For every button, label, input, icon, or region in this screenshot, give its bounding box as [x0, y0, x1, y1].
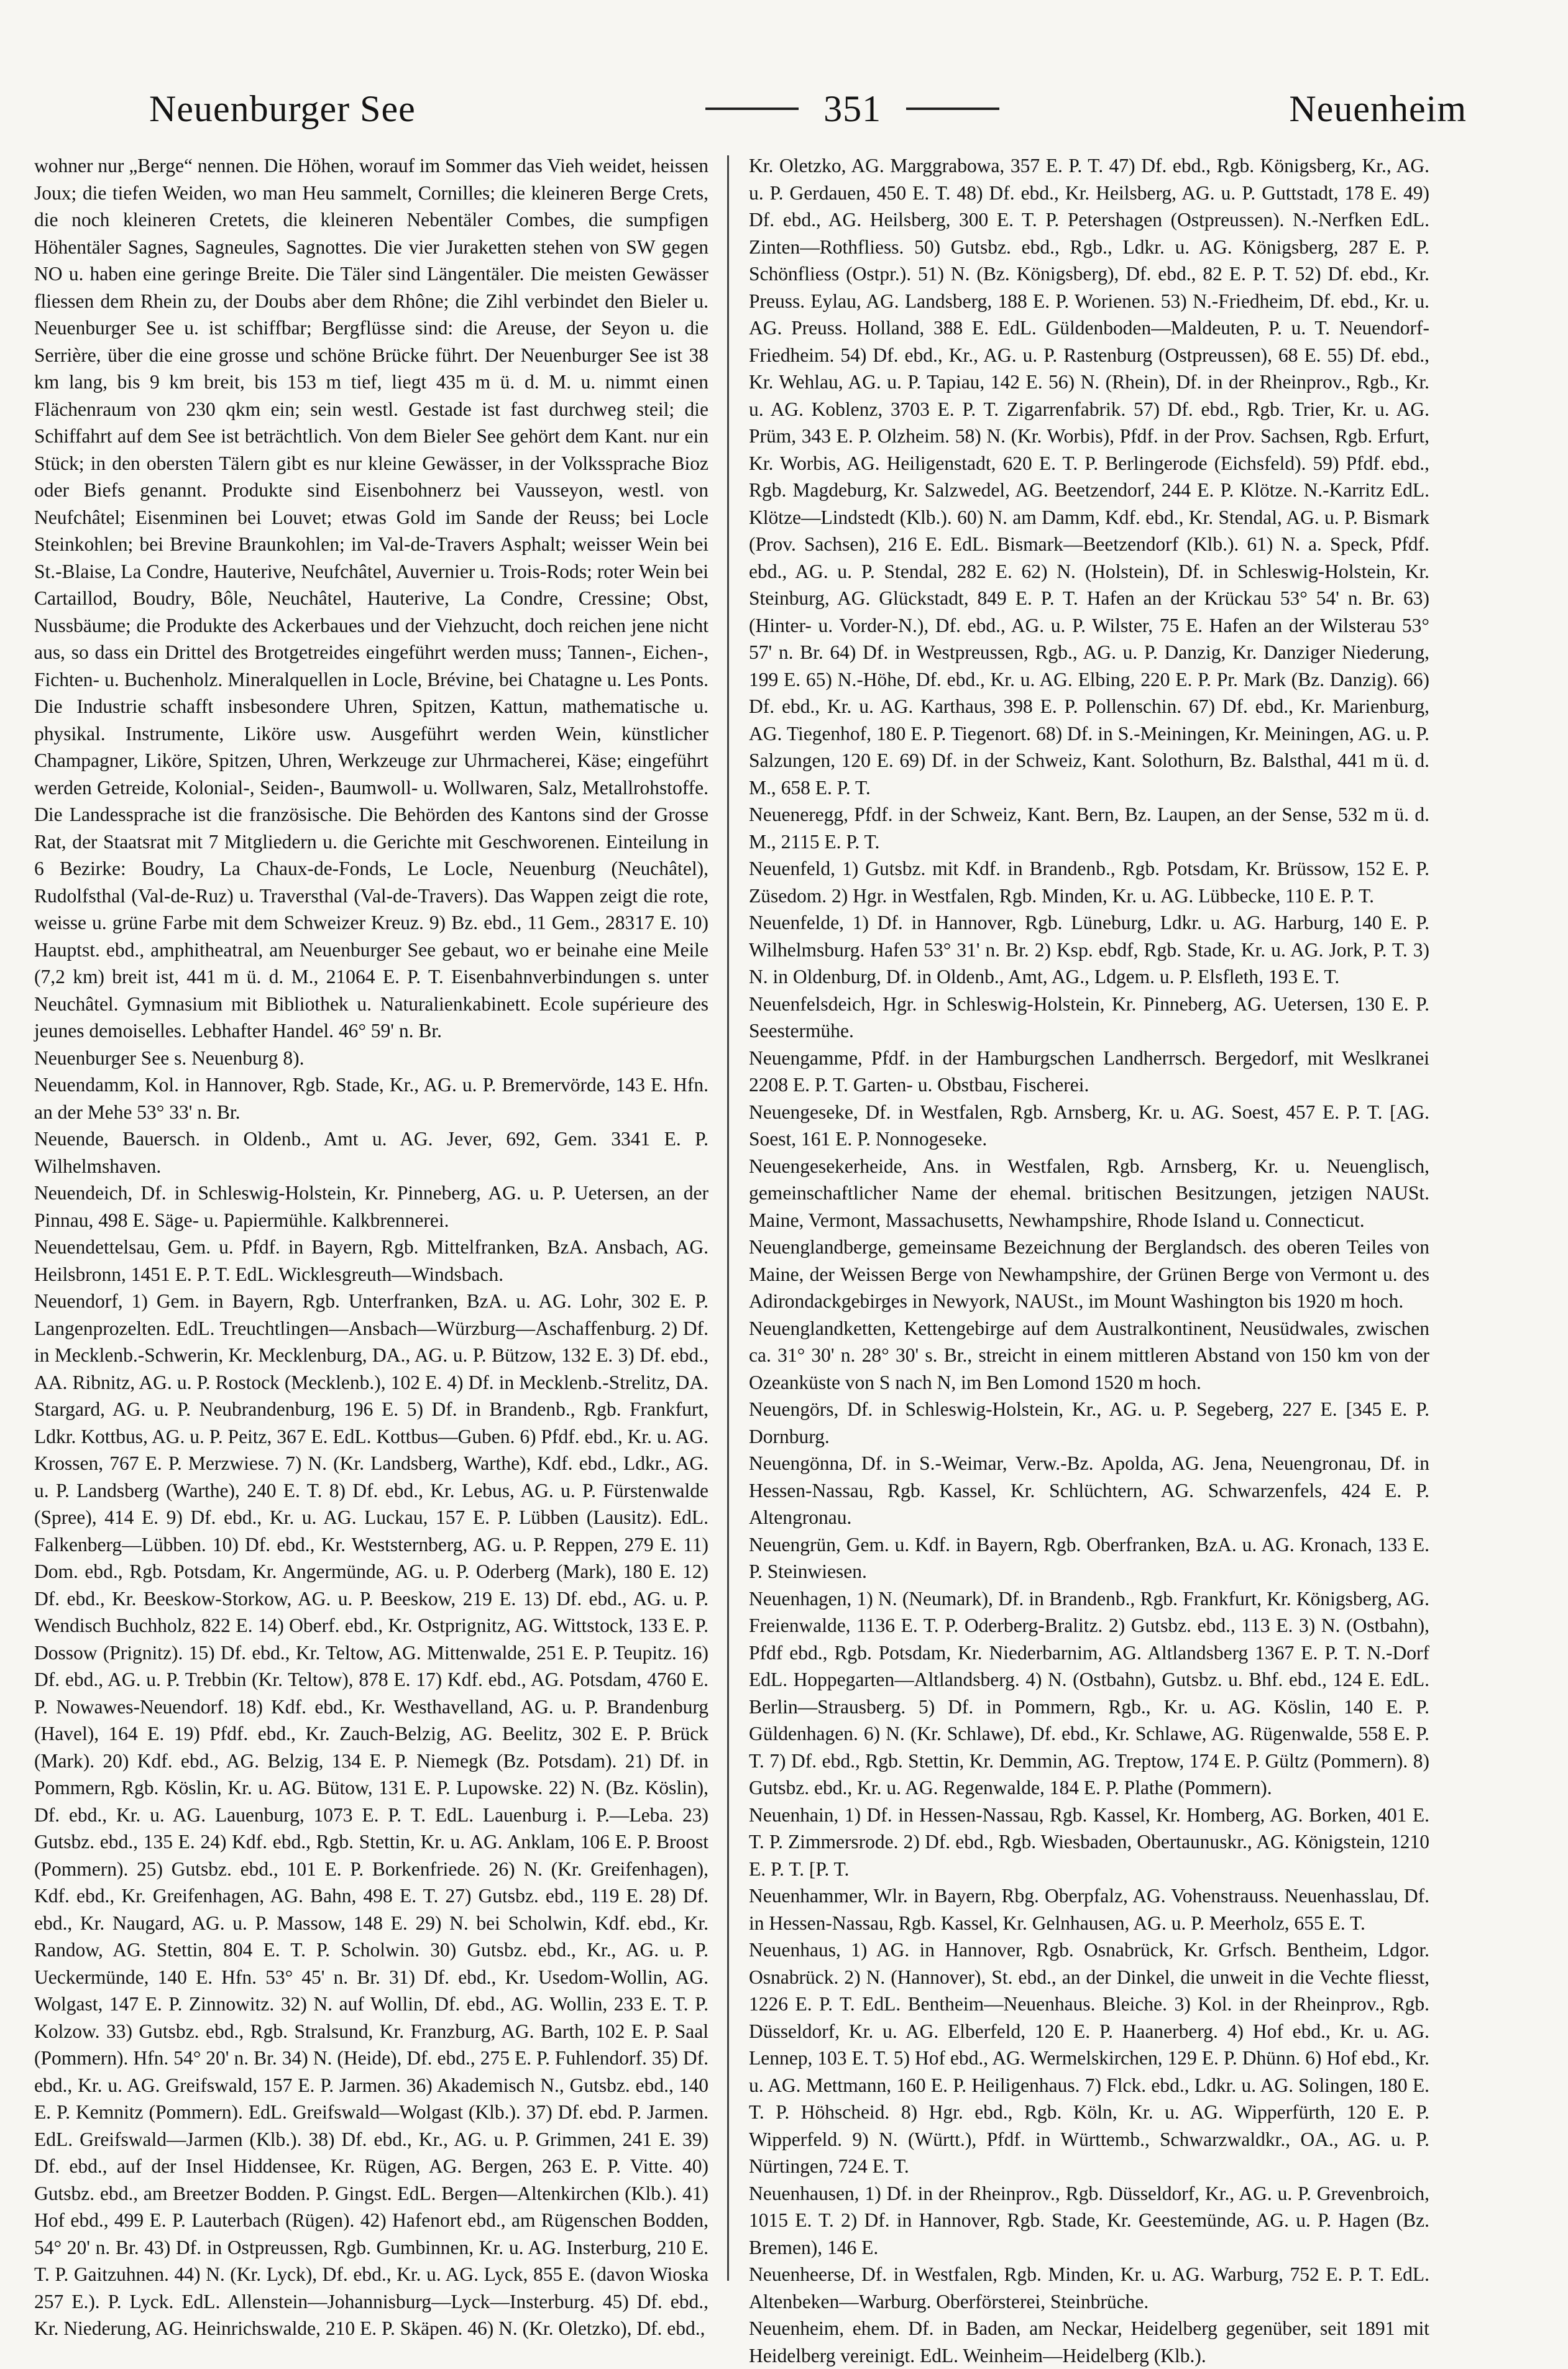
left-column [34, 152, 708, 2339]
entry: Neuengamme, Pfdf. in der Hamburgschen Landherrsch. Bergedorf, mit Weslkranei 2208 E. P. T. Garten- u. Obstbau, Fischerei. [749, 1047, 1429, 1096]
entry: Neuenhammer, Wlr. in Bayern, Rbg. Oberpfalz, AG. Vohenstrauss. Neuenhasslau, Df. in Hessen-Nassau, Rgb. Kassel, Kr. Gelnhausen, AG. u. P. Meerholz, 655 E. T. [749, 1885, 1429, 1934]
entry: Kr. Oletzko, AG. Marggrabowa, 357 E. P. T. 47) Df. ebd., Rgb. Königsberg, Kr., AG. u. P. Gerdauen, 450 E. T. 48) Df. ebd., Kr. Heilsberg, AG. u. P. Guttstadt, 178 E. 49) Df. ebd., AG. Heilsberg, 300 E. T. P. Petershagen (Ostpreussen). N.-Nerfken EdL. Zinten—Rothfliess. 50) Gutsbz. ebd., Rgb., Ldkr. u. AG. Königsberg, 287 E. P. Schönfliess (Ostpr.). 51) N. (Bz. Königsberg), Df. ebd., 82 E. P. T. 52) Df. ebd., Kr. Preuss. Eylau, AG. Landsberg, 188 E. P. Worienen. 53) N.-Friedheim, Df. ebd., Kr. u. AG. Preuss. Holland, 388 E. EdL. Güldenboden—Maldeuten, P. u. T. Neuendorf-Friedheim. 54) Df. ebd., Kr., AG. u. P. Rastenburg (Ostpreussen), 68 E. 55) Df. ebd., Kr. Wehlau, AG. u. P. Tapiau, 142 E. 56) N. (Rhein), Df. in der Rheinprov., Rgb., Kr. u. AG. Koblenz, 3703 E. P. T. Zigarrenfabrik. 57) Df. ebd., Rgb. Trier, Kr. u. AG. Prüm, 343 E. P. Olzheim. 58) N. (Kr. Worbis), Pfdf. in der Prov. Sachsen, Rgb. Erfurt, Kr. Worbis, AG. Heiligenstadt, 620 E. T. P. Berlingerode (Eichsfeld). 59) Pfdf. ebd., Rgb. Magdeburg, Kr. Salzwedel, AG. Beetzendorf, 244 E. P. Klötze. N.-Karritz EdL. Klötze—Lindstedt (Klb.). 60) N. am Damm, Kdf. ebd., Kr. Stendal, AG. u. P. Bismark (Prov. Sachsen), 216 E. EdL. Bismark—Beetzendorf (Klb.). 61) N. a. Speck, Pfdf. ebd., AG. u. P. Stendal, 282 E. 62) N. (Holstein), Df. in Schleswig-Holstein, Kr. Steinburg, AG. Glückstadt, 849 E. P. T. Hafen an der Krückau 53° 54' n. Br. 63) (Hinter- u. Vorder-N.), Df. ebd., AG. u. P. Wilster, 75 E. Hafen an der Wilsterau 53° 57' n. Br. 64) Df. in Westpreussen, Rgb., AG. u. P. Danzig, Kr. Danziger Niederung, 199 E. 65) N.-Höhe, Df. ebd., Kr. u. AG. Elbing, 220 E. P. Pr. Mark (Bz. Danzig). 66) Df. ebd., Kr. u. AG. Karthaus, 398 E. P. Pollenschin. 67) Df. ebd., Kr. Marienburg, AG. Tiegenhof, 180 E. P. Tiegenort. 68) Df. in S.-Meiningen, Kr. Meiningen, AG. u. P. Salzungen, 120 E. 69) Df. in der Schweiz, Kant. Solothurn, Bz. Balsthal, 441 m ü. d. M., 658 E. P. T. [749, 155, 1429, 799]
header-left-title: Neuenburger See [149, 88, 416, 129]
entry: Neuenglandberge, gemeinsame Bezeichnung der Berglandsch. des oberen Teiles von Maine, der Weissen Berge von Newhampshire, der Grünen Berge von Vermont u. des Adirondackgebirges in Newyork, NAUSt., im Mount Washington bis 1920 m hoch. [749, 1236, 1429, 1312]
entry: wohner nur „Berge“ nennen. Die Höhen, worauf im Sommer das Vieh weidet, heissen Joux; die tiefen Weiden, wo man Heu sammelt, Cornilles; die kleineren Berge Crets, die noch kleineren Cretets, die kleineren Nebentäler Combes, die sumpfigen Höhentäler Sagnes, Sagneules, Sagnottes. Die vier Juraketten stehen von SW gegen NO u. haben eine geringe Breite. Die Täler sind Längentäler. Die meisten Gewässer fliessen dem Rhein zu, der Doubs aber dem Rhône; die Zihl verbindet den Bieler u. Neuenburger See u. ist schiffbar; Bergflüsse sind: die Areuse, der Seyon u. die Serrière, über die eine grosse und schöne Brücke führt. Der Neuenburger See ist 38 km lang, bis 9 km breit, bis 153 m tief, liegt 435 m ü. d. M. u. nimmt einen Flächenraum von 230 qkm ein; sein westl. Gestade ist fast durchweg steil; die Schiffahrt auf dem See ist beträchtlich. Von dem Bieler See gehört dem Kant. nur ein Stück; in den obersten Tälern gibt es nur kleine Gewässer, in der Volkssprache Bioz oder Biefs genannt. Produkte sind Eisenbohnerz bei Vausseyon, westl. von Neufchâtel; Eisenminen bei Louvet; etwas Gold im Sande der Reuss; bei Locle Steinkohlen; bei Brevine Braunkohlen; im Val-de-Travers Asphalt; weisser Wein bei St.-Blaise, La Condre, Hauterive, Neufchâtel, Auvernier u. Trois-Rods; roter Wein bei Cartaillod, Boudry, Bôle, Neuchâtel, Hauterive, La Condre, Cressine; Obst, Nussbäume; die Produkte des Ackerbaues und der Viehzucht, doch reichen jene nicht aus, so dass ein Drittel des Brotgetreides eingeführt werden muss; Tannen-, Eichen-, Fichten- u. Buchenholz. Mineralquellen in Locle, Brévine, bei Chatagne u. Les Ponts. Die Industrie schafft insbesondere Uhren, Spitzen, Kattun, mathematische u. physikal. Instrumente, Liköre usw. Ausgeführt werden Wein, künstlicher Champagner, Liköre, Spitzen, Uhren, Werkzeuge zur Uhrmacherei, Käse; eingeführt werden Getreide, Kolonial-, Seiden-, Baumwoll- u. Wollwaren, Salz, Metallrohstoffe. Die Landessprache ist die französische. Die Behörden des Kantons sind der Grosse Rat, der Staatsrat mit 7 Mitgliedern u. die Gerichte mit Geschworenen. Einteilung in 6 Bezirke: Boudry, La Chaux-de-Fonds, Le Locle, Neuenburg (Neuchâtel), Rudolfsthal (Val-de-Ruz) u. Traversthal (Val-de-Travers). Das Wappen zeigt die rote, weisse u. grüne Farbe mit dem Schweizer Kreuz. 9) Bz. ebd., 11 Gem., 28317 E. 10) Hauptst. ebd., amphitheatral, am Neuenburger See gebaut, wo er beinahe eine Meile (7,2 km) breit ist, 441 m ü. d. M., 21064 E. P. T. Eisenbahnverbindungen s. unter Neuchâtel. Gymnasium mit Bibliothek u. Naturalienkabinett. Ecole supérieure des jeunes demoiselles. Lebhafter Handel. 46° 59' n. Br. [34, 155, 708, 1042]
header-page-number-group [705, 88, 999, 131]
entry: Neuenburger See s. Neuenburg 8). [34, 1047, 305, 1069]
entry: Neuenhagen, 1) N. (Neumark), Df. in Brandenb., Rgb. Frankfurt, Kr. Königsberg, AG. Freienwalde, 1136 E. T. P. Oderberg-Bralitz. 2) Gutsbz. ebd., 113 E. 3) N. (Ostbahn), Pfdf ebd., Rgb. Potsdam, Kr. Niederbarnim, AG. Altlandsberg 1367 E. P. T. N.-Dorf EdL. Hoppegarten—Altlandsberg. 4) N. (Ostbahn), Gutsbz. u. Bhf. ebd., 124 E. EdL. Berlin—Strausberg. 5) Df. in Pommern, Rgb., Kr. u. AG. Köslin, 140 E. P. Güldenhagen. 6) N. (Kr. Schlawe), Df. ebd., Kr. Schlawe, AG. Rügenwalde, 558 E. P. T. 7) Df. ebd., Rgb. Stettin, Kr. Demmin, AG. Treptow, 174 E. P. Gültz (Pommern). 8) Gutsbz. ebd., Kr. u. AG. Regenwalde, 184 E. P. Plathe (Pommern). [749, 1587, 1429, 1799]
entry: Neuengönna, Df. in S.-Weimar, Verw.-Bz. Apolda, AG. Jena, Neuengronau, Df. in Hessen-Nassau, Rgb. Kassel, Kr. Schlüchtern, AG. Schwarzenfels, 424 E. P. Altengronau. [749, 1452, 1429, 1528]
entry: Neuenhaus, 1) AG. in Hannover, Rgb. Osnabrück, Kr. Grfsch. Bentheim, Ldgor. Osnabrück. 2) N. (Hannover), St. ebd., an der Dinkel, die unweit in die Vechte fliesst, 1226 E. P. T. EdL. Bentheim—Neuenhaus. Bleiche. 3) Kol. in der Rheinprov., Rgb. Düsseldorf, Kr. u. AG. Elberfeld, 120 E. P. Haanerberg. 4) Hof ebd., Kr. u. AG. Lennep, 103 E. T. 5) Hof ebd., AG. Wermelskirchen, 129 E. P. Dhünn. 6) Hof ebd., Kr. u. AG. Mettmann, 160 E. P. Heiligenhaus. 7) Flck. ebd., Ldkr. u. AG. Solingen, 180 E. T. P. Höhscheid. 8) Hgr. ebd., Rgb. Köln, Kr. u. AG. Wipperfürth, 120 E. P. Wipperfeld. 9) N. (Württ.), Pfdf. in Württemb., Schwarzwaldkr., OA., AG. u. P. Nürtingen, 724 E. T. [749, 1939, 1429, 2177]
entry: Neuenfelsdeich, Hgr. in Schleswig-Holstein, Kr. Pinneberg, AG. Uetersen, 130 E. P. Seestermühe. [749, 992, 1429, 1042]
header-rule-right [906, 108, 999, 110]
entry: Neuendamm, Kol. in Hannover, Rgb. Stade, Kr., AG. u. P. Bremervörde, 143 E. Hfn. an der Mehe 53° 33' n. Br. [34, 1074, 708, 1123]
column-divider [727, 155, 729, 2281]
entry: Neueneregg, Pfdf. in der Schweiz, Kant. Bern, Bz. Laupen, an der Sense, 532 m ü. d. M., 2115 E. P. T. [749, 804, 1429, 853]
entry: Neuendeich, Df. in Schleswig-Holstein, Kr. Pinneberg, AG. u. P. Uetersen, an der Pinnau, 498 E. Säge- u. Papiermühle. Kalkbrennerei. [34, 1182, 708, 1231]
entry: Neuengörs, Df. in Schleswig-Holstein, Kr., AG. u. P. Segeberg, 227 E. [345 E. P. Dornburg. [749, 1398, 1429, 1447]
entry: Neuenfeld, 1) Gutsbz. mit Kdf. in Brandenb., Rgb. Potsdam, Kr. Brüssow, 152 E. P. Züsedom. 2) Hgr. in Westfalen, Rgb. Minden, Kr. u. AG. Lübbecke, 110 E. P. T. [749, 858, 1429, 907]
entry: Neuendorf, 1) Gem. in Bayern, Rgb. Unterfranken, BzA. u. AG. Lohr, 302 E. P. Langenprozelten. EdL. Treuchtlingen—Ansbach—Würzburg—Aschaffenburg. 2) Df. in Mecklenb.-Schwerin, Kr. Mecklenburg, DA., AG. u. P. Bützow, 132 E. 3) Df. ebd., AA. Ribnitz, AG. u. P. Rostock (Mecklenb.), 102 E. 4) Df. in Mecklenb.-Strelitz, DA. Stargard, AG. u. P. Neubrandenburg, 196 E. 5) Df. in Brandenb., Rgb. Frankfurt, Ldkr. Kottbus, AG. u. P. Peitz, 367 E. EdL. Kottbus—Guben. 6) Pfdf. ebd., Kr. u. AG. Krossen, 767 E. P. Merzwiese. 7) N. (Kr. Landsberg, Warthe), Kdf. ebd., Ldkr., AG. u. P. Landsberg (Warthe), 240 E. T. 8) Df. ebd., Kr. Lebus, AG. u. P. Fürstenwalde (Spree), 414 E. 9) Df. ebd., Kr. u. AG. Luckau, 157 E. P. Lübben (Lausitz). EdL. Falkenberg—Lübben. 10) Df. ebd., Kr. Weststernberg, AG. u. P. Reppen, 279 E. 11) Dom. ebd., Rgb. Potsdam, Kr. Angermünde, AG. u. P. Oderberg (Mark), 180 E. 12) Df. ebd., Kr. Beeskow-Storkow, AG. u. P. Beeskow, 219 E. 13) Df. ebd., AG. u. P. Wendisch Buchholz, 822 E. 14) Oberf. ebd., Kr. Ostprignitz, AG. Wittstock, 133 E. P. Dossow (Prignitz). 15) Df. ebd., Kr. Teltow, AG. Mittenwalde, 251 E. P. Teupitz. 16) Df. ebd., AG. u. P. Trebbin (Kr. Teltow), 878 E. 17) Kdf. ebd., AG. Potsdam, 4760 E. P. Nowawes-Neuendorf. 18) Kdf. ebd., Kr. Westhavelland, AG. u. P. Brandenburg (Havel), 164 E. 19) Pfdf. ebd., Kr. Zauch-Belzig, AG. Beelitz, 302 E. P. Brück (Mark). 20) Kdf. ebd., AG. Belzig, 134 E. P. Niemegk (Bz. Potsdam). 21) Df. in Pommern, Rgb. Köslin, Kr. u. AG. Bütow, 131 E. P. Lupowske. 22) N. (Bz. Köslin), Df. ebd., Kr. u. AG. Lauenburg, 1073 E. P. T. EdL. Lauenburg i. P.—Leba. 23) Gutsbz. ebd., 135 E. 24) Kdf. ebd., Rgb. Stettin, Kr. u. AG. Anklam, 106 E. P. Broost (Pommern). 25) Gutsbz. ebd., 101 E. P. Borkenfriede. 26) N. (Kr. Greifenhagen), Kdf. ebd., Kr. Greifenhagen, AG. Bahn, 498 E. T. 27) Gutsbz. ebd., 119 E. 28) Df. ebd., Kr. Naugard, AG. u. P. Massow, 148 E. 29) N. bei Scholwin, Kdf. ebd., Kr. Randow, AG. Stettin, 804 E. T. P. Scholwin. 30) Gutsbz. ebd., Kr., AG. u. P. Ueckermünde, 140 E. Hfn. 53° 45' n. Br. 31) Df. ebd., Kr. Usedom-Wollin, AG. Wolgast, 147 E. P. Zinnowitz. 32) N. auf Wollin, Df. ebd., AG. Wollin, 233 E. T. P. Kolzow. 33) Gutsbz. ebd., Rgb. Stralsund, Kr. Franzburg, AG. Barth, 102 E. P. Saal (Pommern). Hfn. 54° 20' n. Br. 34) N. (Heide), Df. ebd., 275 E. P. Fuhlendorf. 35) Df. ebd., Kr. u. AG. Greifswald, 157 E. P. Jarmen. 36) Akademisch N., Gutsbz. ebd., 140 E. P. Kemnitz (Pommern). EdL. Greifswald—Wolgast (Klb.). 37) Df. ebd. P. Jarmen. EdL. Greifswald—Jarmen (Klb.). 38) Df. ebd., Kr., AG. u. P. Grimmen, 241 E. 39) Df. ebd., auf der Insel Hiddensee, Kr. Rügen, AG. Bergen, 263 E. P. Vitte. 40) Gutsbz. ebd., am Breetzer Bodden. P. Gingst. EdL. Bergen—Altenkirchen (Klb.). 41) Hof ebd., 499 E. P. Lauterbach (Rügen). 42) Hafenort ebd., am Rügenschen Bodden, 54° 20' n. Br. 43) Df. in Ostpreussen, Rgb. Gumbinnen, Kr. u. AG. Insterburg, 210 E. T. P. Gaitzuhnen. 44) N. (Kr. Lyck), Df. ebd., Kr. u. AG. Lyck, 855 E. (davon Wioska 257 E.). P. Lyck. EdL. Allenstein—Johannisburg—Lyck—Insterburg. 45) Df. ebd., Kr. Niederung, AG. Heinrichswalde, 210 E. P. Skäpen. 46) N. (Kr. Oletzko), Df. ebd., [34, 1290, 708, 2339]
entry: Neuenglandketten, Kettengebirge auf dem Australkontinent, Neusüdwales, zwischen ca. 31° 30' n. 28° 30' s. Br., streicht in einem mittleren Abstand von 150 km von der Ozeanküste von S nach N, im Ben Lomond 1520 m hoch. [749, 1317, 1429, 1393]
entry: Neuenhausen, 1) Df. in der Rheinprov., Rgb. Düsseldorf, Kr., AG. u. P. Grevenbroich, 1015 E. T. 2) Df. in Hannover, Rgb. Stade, Kr. Geestemünde, AG. u. P. Hagen (Bz. Bremen), 146 E. [749, 2182, 1429, 2258]
header-rule-left [705, 108, 799, 110]
entry: Neuende, Bauersch. in Oldenb., Amt u. AG. Jever, 692, Gem. 3341 E. P. Wilhelmshaven. [34, 1128, 708, 1177]
right-column [749, 152, 1429, 2367]
header-right-title: Neuenheim [1289, 88, 1467, 129]
entry: Neuengeseke, Df. in Westfalen, Rgb. Arnsberg, Kr. u. AG. Soest, 457 E. P. T. [AG. Soest, 161 E. P. Nonnogeseke. [749, 1101, 1429, 1150]
entry: Neuenfelde, 1) Df. in Hannover, Rgb. Lüneburg, Ldkr. u. AG. Harburg, 140 E. P. Wilhelmsburg. Hafen 53° 31' n. Br. 2) Ksp. ebdf, Rgb. Stade, Kr. u. AG. Jork, P. T. 3) N. in Oldenburg, Df. in Oldenb., Amt, AG., Ldgem. u. P. Elsfleth, 193 E. T. [749, 912, 1429, 987]
entry: Neuendettelsau, Gem. u. Pfdf. in Bayern, Rgb. Mittelfranken, BzA. Ansbach, AG. Heilsbronn, 1451 E. P. T. EdL. Wicklesgreuth—Windsbach. [34, 1236, 708, 1285]
page-number: 351 [823, 88, 882, 129]
entry: Neuengrün, Gem. u. Kdf. in Bayern, Rgb. Oberfranken, BzA. u. AG. Kronach, 133 E. P. Steinwiesen. [749, 1533, 1429, 1582]
entry: Neuenheim, ehem. Df. in Baden, am Neckar, Heidelberg gegenüber, seit 1891 mit Heidelberg vereinigt. EdL. Weinheim—Heidelberg (Klb.). [749, 2317, 1429, 2367]
entry: Neuengesekerheide, Ans. in Westfalen, Rgb. Arnsberg, Kr. u. Neuenglisch, gemeinschaftlicher Name der ehemal. britischen Besitzungen, jetzigen NAUSt. Maine, Vermont, Massachusetts, Newhampshire, Rhode Island u. Connecticut. [749, 1155, 1429, 1231]
entry: Neuenhain, 1) Df. in Hessen-Nassau, Rgb. Kassel, Kr. Homberg, AG. Borken, 401 E. T. P. Zimmersrode. 2) Df. ebd., Rgb. Wiesbaden, Obertaunuskr., AG. Königstein, 1210 E. P. T. [P. T. [749, 1803, 1429, 1880]
entry: Neuenheerse, Df. in Westfalen, Rgb. Minden, Kr. u. AG. Warburg, 752 E. P. T. EdL. Altenbeken—Warburg. Oberförsterei, Steinbrüche. [749, 2263, 1429, 2312]
page-header [149, 75, 1467, 143]
